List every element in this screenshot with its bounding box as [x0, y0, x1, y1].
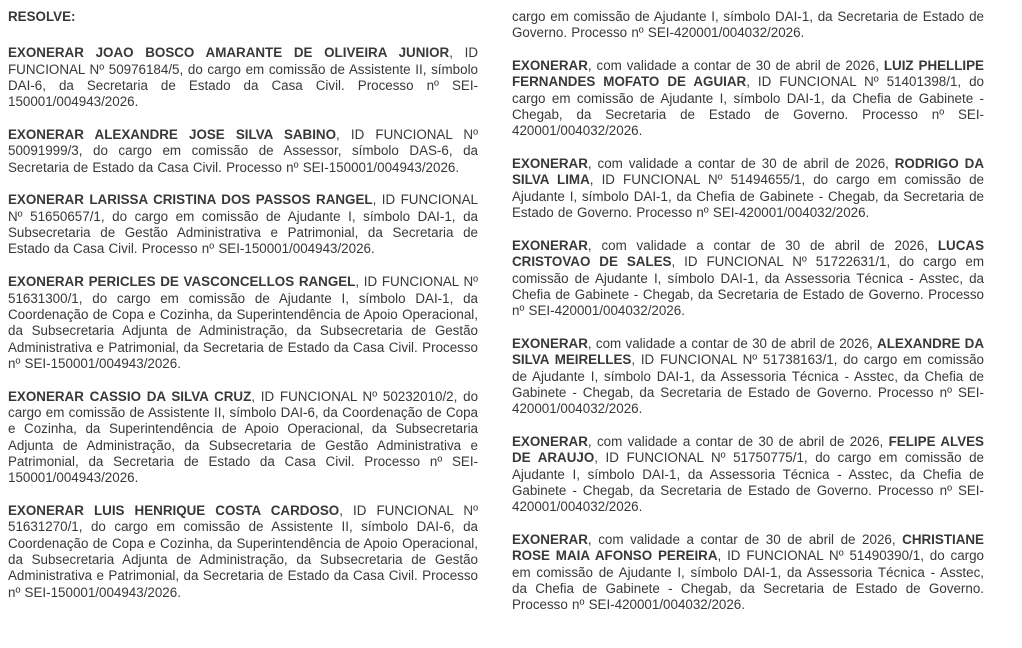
- bold-text-run: EXONERAR ALEXANDRE JOSE SILVA SABINO: [8, 127, 337, 143]
- paragraph: [8, 274, 478, 372]
- bold-text-run: EXONERAR: [512, 532, 588, 547]
- paragraph: [8, 192, 478, 257]
- text-run: , ID FUNCIONAL Nº 51494655/1, do cargo em comissão de Ajudante I, símbolo DAI-1, da Chefia de Gabinete - Chegab, da Secretaria de Estado de Governo. Processo nº SEI-420001/004032/2026.: [512, 172, 984, 221]
- bold-text-run: EXONERAR: [512, 237, 588, 253]
- bold-text-run: EXONERAR PERICLES DE VASCONCELLOS RANGEL: [8, 274, 356, 290]
- bold-text-run: EXONERAR JOAO BOSCO AMARANTE DE OLIVEIRA JUNIOR: [8, 45, 450, 61]
- paragraph: [8, 45, 478, 110]
- text-run: , ID FUNCIONAL Nº 50976184/5, do cargo em comissão de Assistente II, símbolo DAI-6, da Secretaria de Estado da Casa Civil. Processo nº SEI-150001/004943/2026.: [8, 45, 478, 110]
- paragraph: [512, 58, 984, 140]
- resolve-heading: RESOLVE:: [8, 9, 76, 24]
- right-column-paragraphs: [512, 9, 984, 614]
- bold-text-run: LUIZ PHELLIPE FERNANDES MOFATO DE AGUIAR: [512, 58, 984, 90]
- bold-text-run: EXONERAR: [512, 58, 588, 74]
- bold-text-run: CHRISTIANE ROSE MAIA AFONSO PEREIRA: [512, 532, 984, 564]
- bold-text-run: EXONERAR: [512, 433, 588, 449]
- right-column: [512, 9, 984, 630]
- paragraph: [8, 127, 478, 176]
- text-run: , ID FUNCIONAL Nº 50091999/3, do cargo em comissão de Assessor, símbolo DAS-6, da Secretaria de Estado da Casa Civil. Processo nº SEI-150001/004943/2026.: [8, 127, 478, 175]
- bold-text-run: LUCAS CRISTOVAO DE SALES: [512, 237, 984, 270]
- paragraph: [512, 238, 984, 320]
- text-run: , ID FUNCIONAL Nº 51490390/1, do cargo em comissão de Ajudante I, símbolo DAI-1, da Assessoria Técnica - Asstec, da Chefia de Gabinete - Chegab, da Secretaria de Estado de Governo. Processo nº SEI-420001/004032/2026.: [512, 548, 984, 613]
- text-run: , ID FUNCIONAL Nº 51722631/1, do cargo em comissão de Ajudante I, símbolo DAI-1, da Assessoria Técnica - Asstec, da Chefia de Gabinete - Chegab, da Secretaria de Estado de Governo. Processo nº SEI-420001/004032/2026.: [512, 254, 984, 319]
- bold-text-run: FELIPE ALVES DE ARAUJO: [512, 433, 984, 466]
- paragraph: [8, 389, 478, 487]
- left-column-paragraphs: [8, 45, 478, 601]
- paragraph: [512, 532, 984, 614]
- text-run: , com validade a contar de 30 de abril de 2026,: [587, 532, 903, 547]
- bold-text-run: EXONERAR LARISSA CRISTINA DOS PASSOS RANGEL: [8, 192, 373, 208]
- text-run: , com validade a contar de 30 de abril de 2026,: [587, 433, 889, 449]
- text-run: , ID FUNCIONAL Nº 51401398/1, do cargo em comissão de Ajudante I, símbolo DAI-1, da Chefia de Gabinete - Chegab, da Secretaria de Estado de Governo. Processo nº SEI-420001/004032/2026.: [512, 74, 985, 139]
- bold-text-run: EXONERAR: [512, 335, 588, 351]
- bold-text-run: EXONERAR LUIS HENRIQUE COSTA CARDOSO: [8, 502, 340, 518]
- text-run: , com validade a contar de 30 de abril de 2026,: [587, 156, 895, 172]
- left-column: [8, 9, 478, 617]
- text-run: , ID FUNCIONAL Nº 51631300/1, do cargo em comissão de Ajudante I, símbolo DAI-1, da Coordenação de Copa e Cozinha, da Superintendência de Apoio Operacional, da Subsecretaria Adjunta de Administração, da Subsecretaria de Gestão Administrativa e Patrimonial, da Secretaria de Estado da Casa Civil. Processo nº SEI-150001/004943/2026.: [8, 274, 478, 371]
- paragraph: [8, 503, 478, 601]
- bold-text-run: EXONERAR: [512, 156, 588, 172]
- text-run: , ID FUNCIONAL Nº 51750775/1, do cargo em comissão de Ajudante I, símbolo DAI-1, da Assessoria Técnica - Asstec, da Chefia de Gabinete - Chegab, da Secretaria de Estado de Governo. Processo nº SEI-420001/004032/2026.: [512, 450, 984, 515]
- text-run: cargo em comissão de Ajudante I, símbolo DAI-1, da Secretaria de Estado de Governo. Processo nº SEI-420001/004032/2026.: [512, 9, 984, 41]
- text-run: , com validade a contar de 30 de abril de 2026,: [587, 237, 938, 253]
- paragraph: [512, 9, 984, 42]
- paragraph: [512, 434, 984, 516]
- bold-text-run: RODRIGO DA SILVA LIMA: [512, 156, 984, 188]
- paragraph: [512, 336, 984, 418]
- text-run: , com validade a contar de 30 de abril de 2026,: [587, 58, 884, 74]
- bold-text-run: EXONERAR CASSIO DA SILVA CRUZ: [8, 388, 252, 404]
- text-run: , com validade a contar de 30 de abril de 2026,: [587, 335, 878, 351]
- text-run: , ID FUNCIONAL Nº 51650657/1, do cargo em comissão de Ajudante I, símbolo DAI-1, da Subsecretaria de Gestão Administrativa e Patrimonial, da Secretaria de Estado da Casa Civil. Processo nº SEI-150001/004943/2026.: [8, 192, 478, 257]
- text-run: , ID FUNCIONAL Nº 51738163/1, do cargo em comissão de Ajudante I, símbolo DAI-1, da Assessoria Técnica - Asstec, da Chefia de Gabinete - Chegab, da Secretaria de Estado de Governo. Processo nº SEI-420001/004032/2026.: [512, 352, 984, 417]
- paragraph: [512, 156, 984, 221]
- text-run: , ID FUNCIONAL Nº 50232010/2, do cargo em comissão de Assistente II, símbolo DAI-6, da Coordenação de Copa e Cozinha, da Superintendência de Apoio Operacional, da Subsecretaria Adjunta de Administração, da Subsecretaria de Gestão Administrativa e Patrimonial, da Secretaria de Estado da Casa Civil. Processo nº SEI-150001/004943/2026.: [8, 388, 479, 486]
- bold-text-run: ALEXANDRE DA SILVA MEIRELLES: [512, 335, 984, 368]
- text-run: , ID FUNCIONAL Nº 51631270/1, do cargo em comissão de Assistente II, símbolo DAI-6, da Coordenação de Copa e Cozinha, da Superintendência de Apoio Operacional, da Subsecretaria Adjunta de Administração, da Subsecretaria de Gestão Administrativa e Patrimonial, da Secretaria de Estado da Casa Civil. Processo nº SEI-150001/004943/2026.: [8, 502, 478, 600]
